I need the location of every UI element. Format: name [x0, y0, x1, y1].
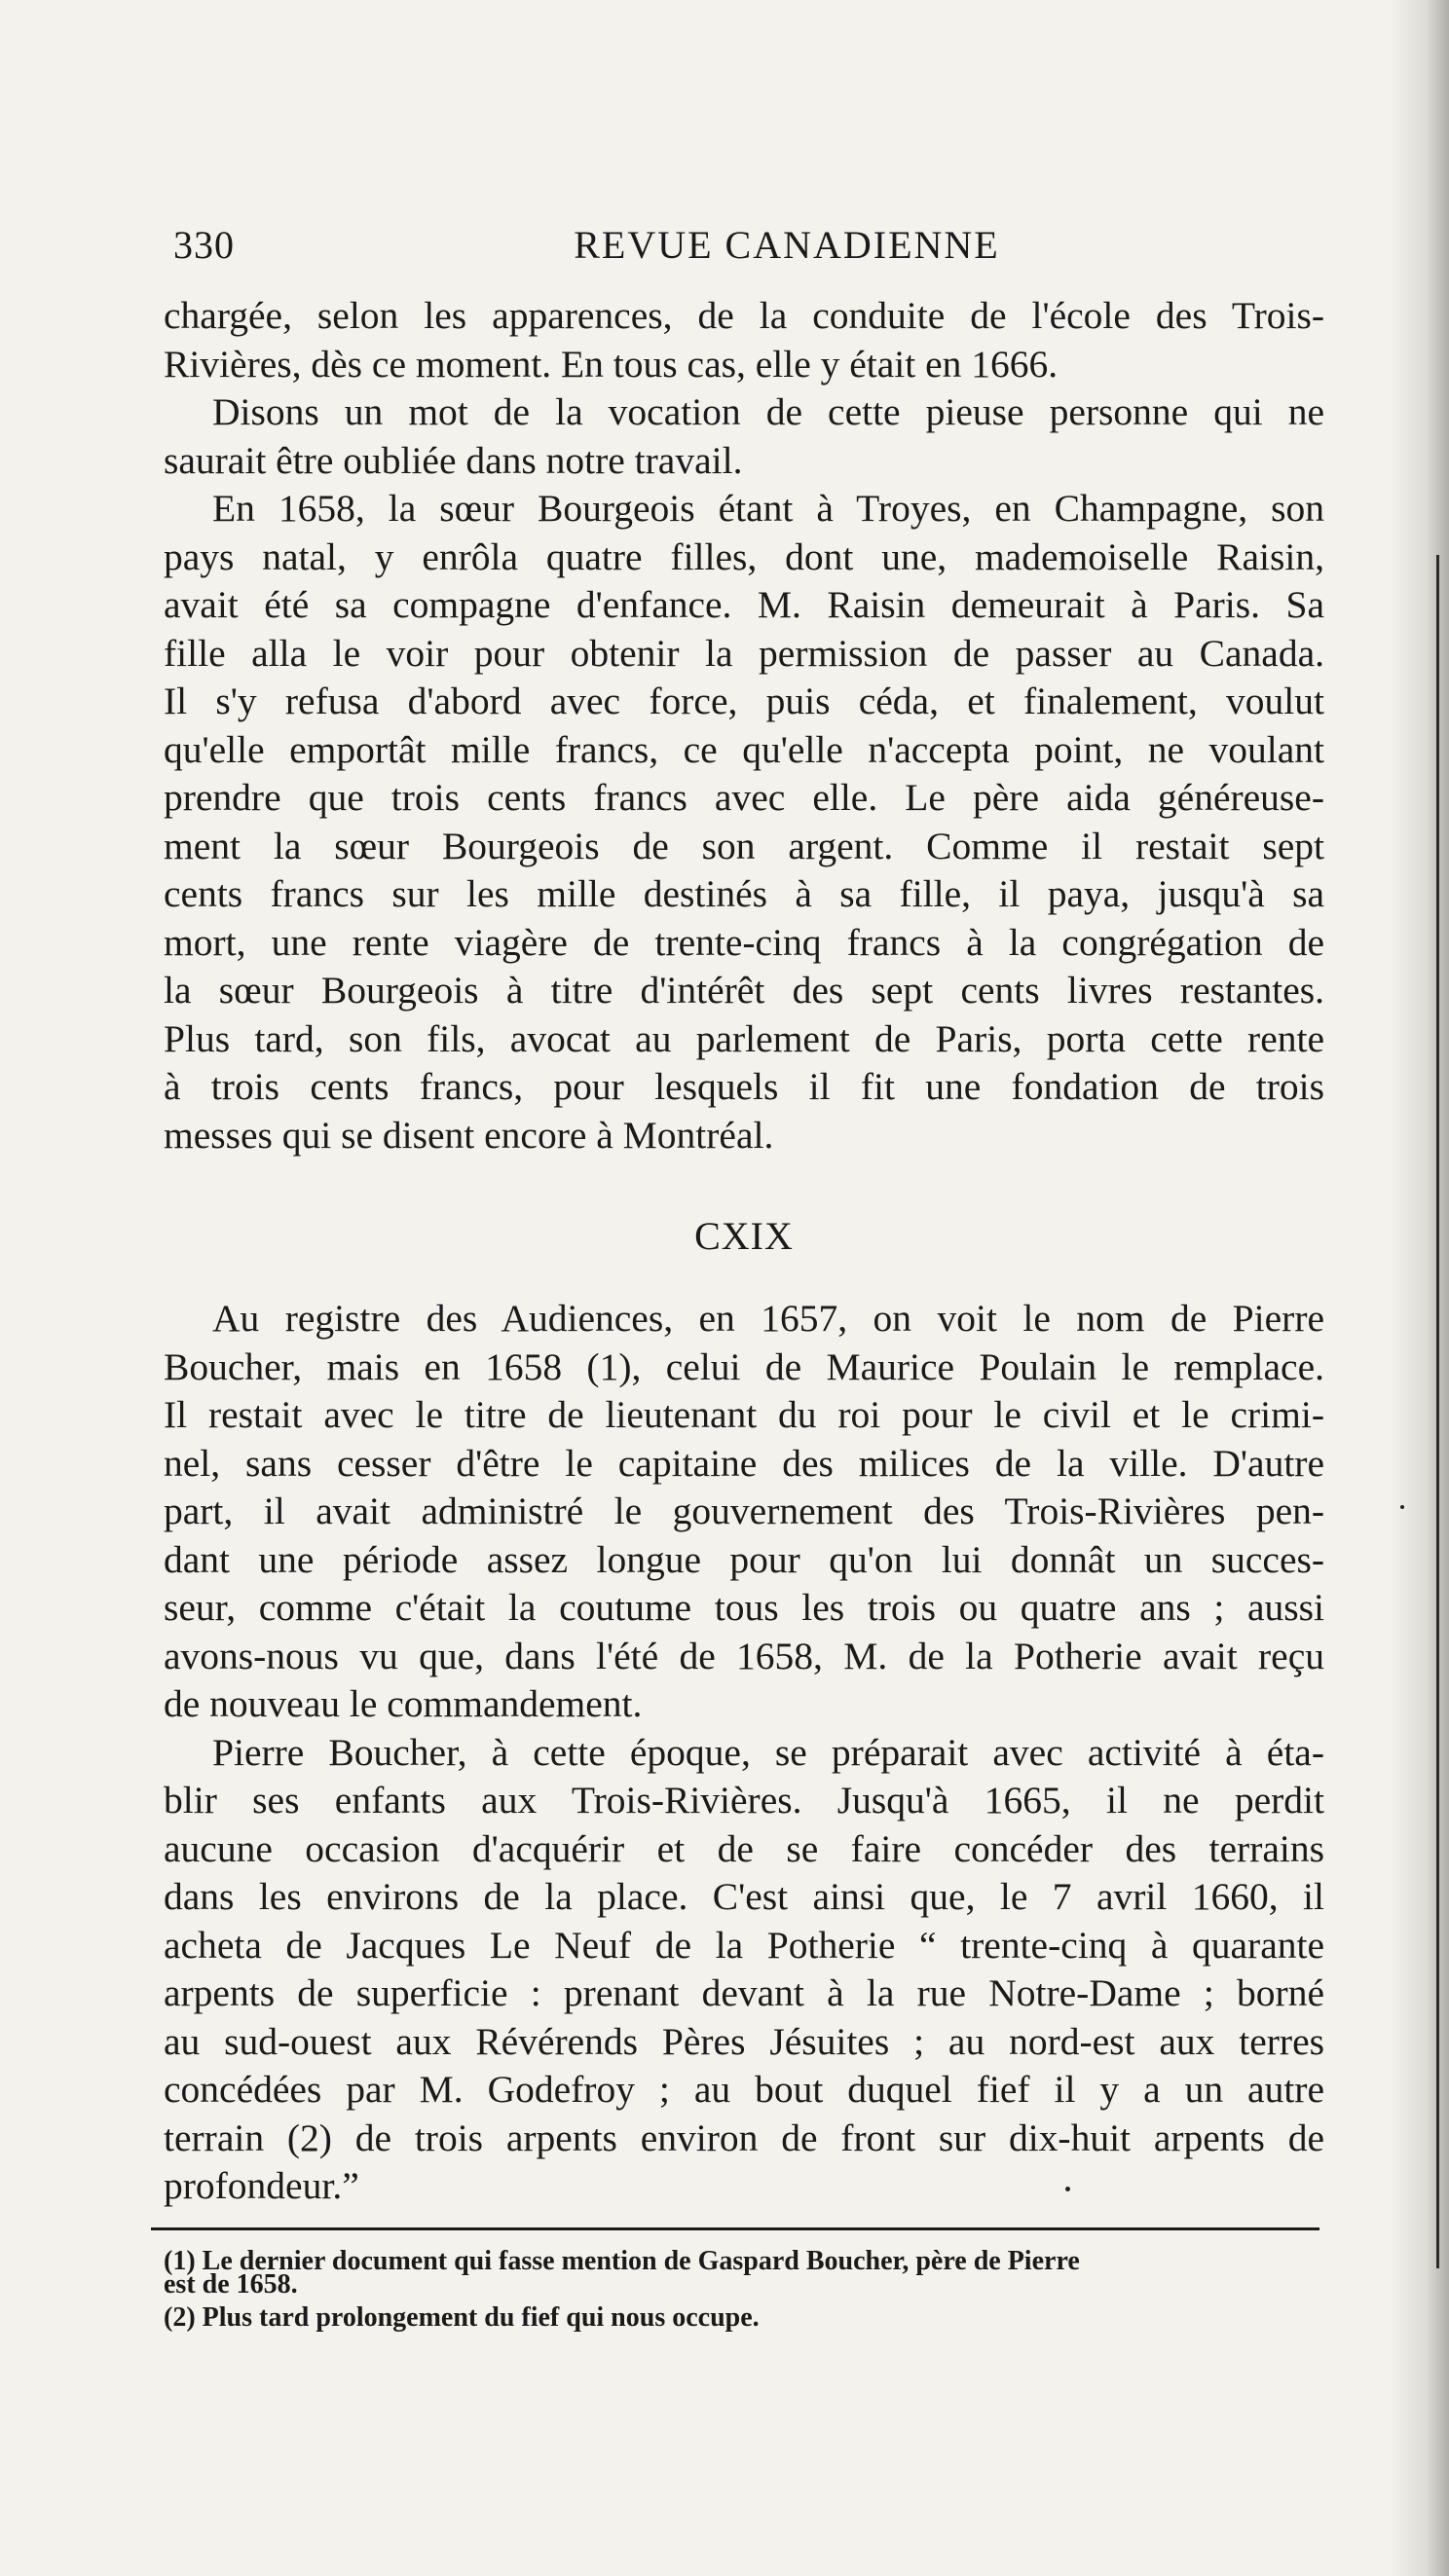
text-line: Rivières, dès ce moment. En tous cas, elle y était en 1666.: [164, 342, 1059, 386]
text-line: Plus tard, son fils, avocat au parlement de Paris, porta cette rente: [164, 1016, 1324, 1060]
text-line: Disons un mot de la vocation de cette pieuse personne qui ne: [212, 390, 1324, 433]
text-line: fille alla le voir pour obtenir la permission de passer au Canada.: [164, 631, 1324, 675]
text-line: saurait être oubliée dans notre travail.: [164, 438, 743, 482]
text-block-top: [164, 292, 1324, 1159]
footnote-rule: [151, 2227, 1319, 2230]
text-line: chargée, selon les apparences, de la conduite de l'école des Trois-: [164, 294, 1324, 337]
text-line: part, il avait administré le gouvernement des Trois-Rivières pen-: [164, 1490, 1324, 1532]
text-line: profondeur.”: [164, 2164, 359, 2207]
paragraph: [164, 485, 1324, 1159]
footnote-1-continuation: est de 1658.: [164, 2269, 298, 2300]
text-line: blir ses enfants aux Trois-Rivières. Jusqu'à 1665, il ne perdit: [164, 1779, 1324, 1822]
text-line: qu'elle emportât mille francs, ce qu'elle n'accepta point, ne voulant: [164, 727, 1324, 771]
print-speck: [1400, 1505, 1404, 1509]
text-line: avait été sa compagne d'enfance. M. Raisin demeurait à Paris. Sa: [164, 583, 1324, 626]
section-heading: CXIX: [694, 1214, 794, 1258]
text-line: avons-nous vu que, dans l'été de 1658, M. de la Potherie avait reçu: [164, 1634, 1324, 1677]
text-line: cents francs sur les mille destinés à sa fille, il paya, jusqu'à sa: [164, 872, 1324, 915]
text-line: dans les environs de la place. C'est ainsi que, le 7 avril 1660, il: [164, 1875, 1324, 1918]
text-line: au sud-ouest aux Révérends Pères Jésuites ; au nord-est aux terres: [164, 2019, 1324, 2063]
paragraph: [164, 292, 1324, 388]
text-block-cxix: [164, 1295, 1324, 2211]
text-line: En 1658, la sœur Bourgeois étant à Troyes, en Champagne, son: [212, 487, 1324, 530]
page-edge-line: [1436, 555, 1439, 2268]
text-line: messes qui se disent encore à Montréal.: [164, 1113, 774, 1157]
text-line: Au registre des Audiences, en 1657, on voit le nom de Pierre: [212, 1297, 1324, 1340]
running-head: [173, 216, 1322, 275]
text-line: de nouveau le commandement.: [164, 1682, 643, 1725]
page-edge-shadow: [1391, 0, 1449, 2576]
text-line: la sœur Bourgeois à titre d'intérêt des sept cents livres restantes.: [164, 969, 1324, 1012]
text-line: terrain (2) de trois arpents environ de front sur dix-huit arpents de: [164, 2116, 1324, 2159]
text-line: nel, sans cesser d'être le capitaine des milices de la ville. D'autre: [164, 1441, 1324, 1485]
paragraph: [164, 1729, 1324, 2211]
text-line: Boucher, mais en 1658 (1), celui de Maurice Poulain le remplace.: [164, 1344, 1324, 1388]
footnote-2: (2) Plus tard prolongement du fief qui nous occupe.: [164, 2302, 760, 2333]
paragraph: [164, 1295, 1324, 1729]
paragraph: [164, 388, 1324, 485]
text-line: acheta de Jacques Le Neuf de la Potherie “ trente-cinq à quarante: [164, 1923, 1324, 1967]
running-title: REVUE CANADIENNE: [574, 223, 1000, 267]
page-number: 330: [173, 223, 235, 267]
text-line: dant une période assez longue pour qu'on lui donnât un succes-: [164, 1537, 1324, 1581]
text-line: aucune occasion d'acquérir et de se faire concéder des terrains: [164, 1826, 1324, 1870]
footnote-1: (1) Le dernier document qui fasse mention de Gaspard Boucher, père de Pierre: [164, 2246, 1080, 2276]
text-line: pays natal, y enrôla quatre filles, dont une, mademoiselle Raisin,: [164, 534, 1324, 578]
text-line: ment la sœur Bourgeois de son argent. Comme il restait sept: [164, 824, 1324, 867]
text-line: à trois cents francs, pour lesquels il fit une fondation de trois: [164, 1065, 1324, 1108]
text-line: seur, comme c'était la coutume tous les trois ou quatre ans ; aussi: [164, 1586, 1324, 1629]
text-line: Il restait avec le titre de lieutenant du roi pour le civil et le crimi-: [164, 1393, 1324, 1436]
text-line: arpents de superficie : prenant devant à la rue Notre-Dame ; borné: [164, 1971, 1324, 2014]
text-line: prendre que trois cents francs avec elle. Le père aida généreuse-: [164, 776, 1324, 819]
text-line: Il s'y refusa d'abord avec force, puis céda, et finalement, voulut: [164, 680, 1324, 722]
print-speck: [1065, 2187, 1070, 2191]
text-line: concédées par M. Godefroy ; au bout duquel fief il y a un autre: [164, 2068, 1324, 2111]
footnotes: [164, 2245, 1324, 2335]
text-line: mort, une rente viagère de trente-cinq francs à la congrégation de: [164, 920, 1324, 964]
text-line: Pierre Boucher, à cette époque, se préparait avec activité à éta-: [212, 1730, 1324, 1774]
